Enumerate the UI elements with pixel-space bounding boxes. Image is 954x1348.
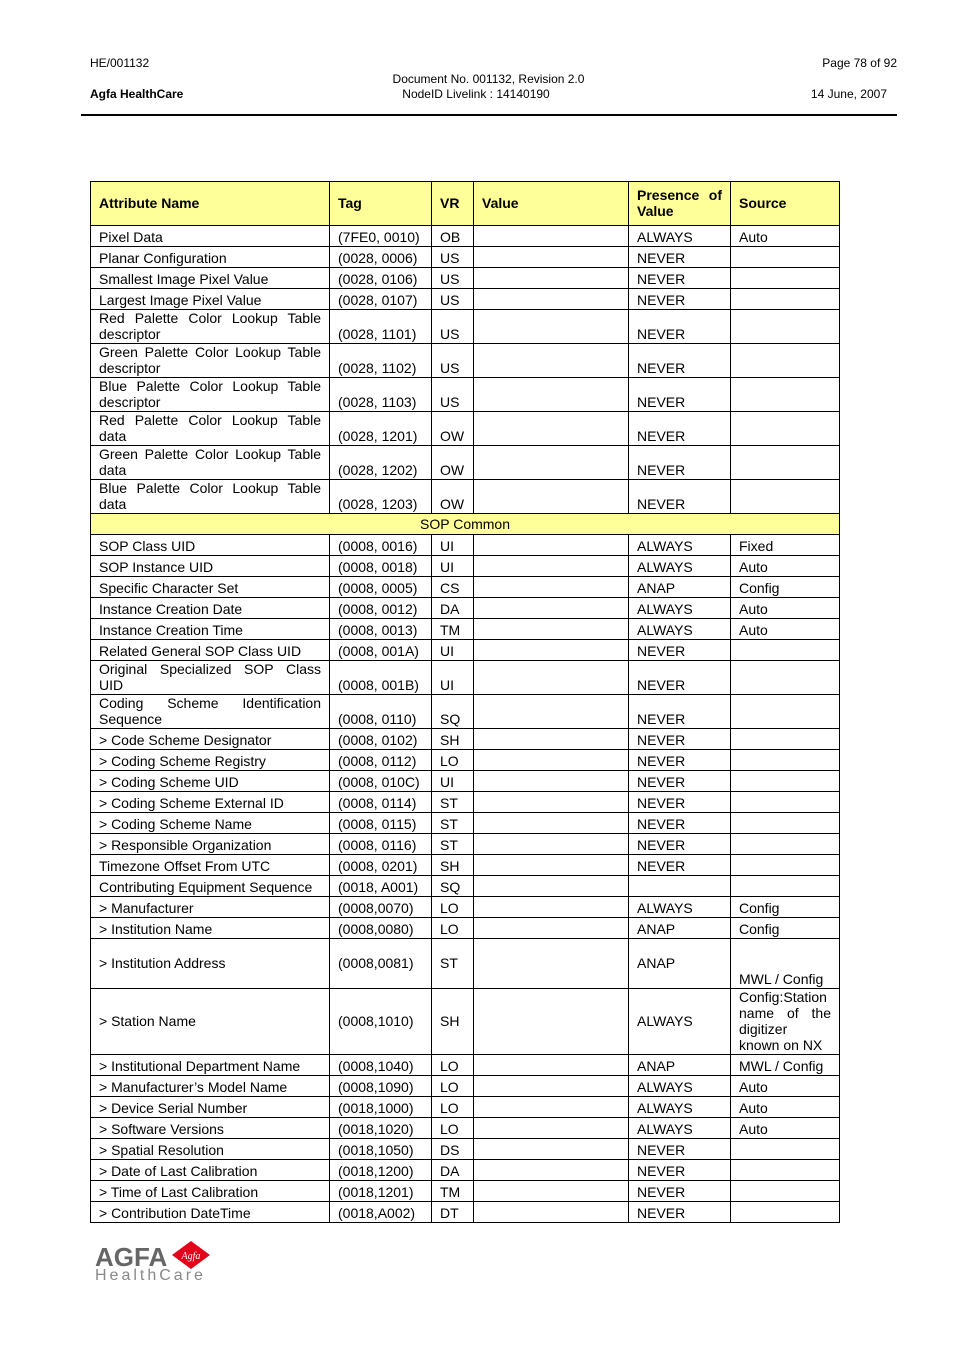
- cell-value: [474, 598, 629, 619]
- cell-source: [731, 310, 840, 344]
- cell-source: [731, 729, 840, 750]
- table-row: [91, 412, 840, 446]
- cell-presence: ALWAYS: [629, 1118, 731, 1139]
- cell-attribute-name: > Software Versions: [91, 1118, 330, 1139]
- doc-id: HE/001132: [90, 56, 150, 70]
- cell-vr: ST: [432, 813, 474, 834]
- cell-tag: (0008, 0116): [330, 834, 432, 855]
- table-row: [91, 939, 840, 989]
- page-number: Page 78 of 92: [822, 56, 897, 70]
- cell-presence: ALWAYS: [629, 598, 731, 619]
- cell-attribute-name: > Coding Scheme Registry: [91, 750, 330, 771]
- cell-tag: (0028, 1203): [330, 480, 432, 514]
- cell-attribute-name: Timezone Offset From UTC: [91, 855, 330, 876]
- cell-value: [474, 344, 629, 378]
- cell-value: [474, 480, 629, 514]
- cell-source: MWL / Config: [731, 1055, 840, 1076]
- cell-tag: (0018,A002): [330, 1202, 432, 1223]
- cell-presence: NEVER: [629, 412, 731, 446]
- cell-value: [474, 729, 629, 750]
- cell-value: [474, 268, 629, 289]
- cell-tag: (0008, 001B): [330, 661, 432, 695]
- table-row: [91, 1097, 840, 1118]
- cell-vr: OW: [432, 412, 474, 446]
- cell-attribute-name: > Code Scheme Designator: [91, 729, 330, 750]
- cell-tag: (0008, 0018): [330, 556, 432, 577]
- cell-source: Auto: [731, 1118, 840, 1139]
- table-row: [91, 446, 840, 480]
- cell-attribute-name: Related General SOP Class UID: [91, 640, 330, 661]
- cell-attribute-name: Instance Creation Date: [91, 598, 330, 619]
- node-id: NodeID Livelink : 14140190: [402, 87, 550, 101]
- cell-vr: OW: [432, 446, 474, 480]
- table-row: [91, 729, 840, 750]
- cell-source: [731, 344, 840, 378]
- table-row: [91, 619, 840, 640]
- table-row: [91, 247, 840, 268]
- cell-value: [474, 897, 629, 918]
- cell-presence: NEVER: [629, 661, 731, 695]
- cell-tag: (0018,1200): [330, 1160, 432, 1181]
- cell-vr: ST: [432, 834, 474, 855]
- cell-tag: (0008,0080): [330, 918, 432, 939]
- cell-attribute-name: Blue Palette Color Lookup Table data: [91, 480, 330, 514]
- cell-presence: NEVER: [629, 247, 731, 268]
- cell-presence: NEVER: [629, 792, 731, 813]
- cell-presence: ALWAYS: [629, 989, 731, 1055]
- cell-attribute-name: > Responsible Organization: [91, 834, 330, 855]
- cell-presence: NEVER: [629, 771, 731, 792]
- cell-presence: NEVER: [629, 310, 731, 344]
- cell-attribute-name: > Manufacturer: [91, 897, 330, 918]
- cell-presence: [629, 876, 731, 897]
- cell-value: [474, 855, 629, 876]
- cell-tag: (0008, 0201): [330, 855, 432, 876]
- table-row: [91, 289, 840, 310]
- cell-tag: (0028, 1101): [330, 310, 432, 344]
- cell-value: [474, 1160, 629, 1181]
- cell-vr: US: [432, 268, 474, 289]
- cell-attribute-name: > Spatial Resolution: [91, 1139, 330, 1160]
- cell-value: [474, 619, 629, 640]
- cell-value: [474, 289, 629, 310]
- table-row: [91, 834, 840, 855]
- table-row: [91, 598, 840, 619]
- cell-value: [474, 834, 629, 855]
- cell-presence: ANAP: [629, 939, 731, 989]
- cell-source: [731, 378, 840, 412]
- cell-tag: (0008, 0112): [330, 750, 432, 771]
- col-header-vr: VR: [432, 182, 474, 226]
- cell-vr: DT: [432, 1202, 474, 1223]
- cell-presence: NEVER: [629, 813, 731, 834]
- cell-tag: (0018,1020): [330, 1118, 432, 1139]
- cell-vr: SH: [432, 729, 474, 750]
- cell-presence: ALWAYS: [629, 535, 731, 556]
- cell-presence: ALWAYS: [629, 556, 731, 577]
- cell-value: [474, 989, 629, 1055]
- cell-tag: (0008, 0114): [330, 792, 432, 813]
- cell-presence: NEVER: [629, 834, 731, 855]
- cell-vr: CS: [432, 577, 474, 598]
- cell-presence: NEVER: [629, 855, 731, 876]
- table-row: [91, 855, 840, 876]
- cell-tag: (0008,0081): [330, 939, 432, 989]
- cell-tag: (0028, 0106): [330, 268, 432, 289]
- cell-vr: OB: [432, 226, 474, 247]
- cell-value: [474, 1118, 629, 1139]
- cell-source: Auto: [731, 598, 840, 619]
- company-name: Agfa HealthCare: [90, 87, 184, 101]
- cell-source: [731, 661, 840, 695]
- cell-source: [731, 695, 840, 729]
- cell-source: Fixed: [731, 535, 840, 556]
- cell-presence: ANAP: [629, 918, 731, 939]
- cell-attribute-name: Largest Image Pixel Value: [91, 289, 330, 310]
- cell-vr: DA: [432, 1160, 474, 1181]
- cell-value: [474, 661, 629, 695]
- cell-presence: NEVER: [629, 1160, 731, 1181]
- cell-presence: ALWAYS: [629, 619, 731, 640]
- cell-value: [474, 1202, 629, 1223]
- cell-attribute-name: Original Specialized SOP Class UID: [91, 661, 330, 695]
- col-header-value: Value: [474, 182, 629, 226]
- cell-vr: UI: [432, 535, 474, 556]
- cell-tag: (0008, 0012): [330, 598, 432, 619]
- cell-vr: DA: [432, 598, 474, 619]
- cell-value: [474, 813, 629, 834]
- cell-attribute-name: Red Palette Color Lookup Table data: [91, 412, 330, 446]
- col-header-source: Source: [731, 182, 840, 226]
- cell-vr: SH: [432, 855, 474, 876]
- cell-presence: ALWAYS: [629, 226, 731, 247]
- cell-vr: SQ: [432, 876, 474, 897]
- cell-vr: LO: [432, 1118, 474, 1139]
- cell-tag: (0028, 1201): [330, 412, 432, 446]
- table-row: [91, 771, 840, 792]
- cell-attribute-name: > Manufacturer’s Model Name: [91, 1076, 330, 1097]
- cell-attribute-name: > Institution Address: [91, 939, 330, 989]
- cell-value: [474, 1076, 629, 1097]
- col-header-attribute-name: Attribute Name: [91, 182, 330, 226]
- col-header-presence: Presence of Value: [629, 182, 731, 226]
- cell-vr: LO: [432, 750, 474, 771]
- cell-source: [731, 855, 840, 876]
- cell-value: [474, 446, 629, 480]
- cell-vr: UI: [432, 661, 474, 695]
- cell-value: [474, 695, 629, 729]
- cell-source: [731, 813, 840, 834]
- table-row: [91, 577, 840, 598]
- cell-presence: NEVER: [629, 1202, 731, 1223]
- cell-vr: OW: [432, 480, 474, 514]
- cell-presence: ANAP: [629, 1055, 731, 1076]
- cell-attribute-name: Instance Creation Time: [91, 619, 330, 640]
- header-divider: [81, 114, 897, 116]
- cell-source: [731, 876, 840, 897]
- cell-presence: NEVER: [629, 480, 731, 514]
- cell-source: [731, 792, 840, 813]
- cell-tag: (7FE0, 0010): [330, 226, 432, 247]
- table-row: [91, 344, 840, 378]
- sop-common-rows: [91, 535, 840, 1223]
- cell-vr: ST: [432, 792, 474, 813]
- cell-value: [474, 939, 629, 989]
- cell-vr: LO: [432, 918, 474, 939]
- cell-presence: NEVER: [629, 446, 731, 480]
- table-row: [91, 876, 840, 897]
- cell-tag: (0028, 1103): [330, 378, 432, 412]
- cell-vr: UI: [432, 640, 474, 661]
- cell-attribute-name: > Contribution DateTime: [91, 1202, 330, 1223]
- cell-source: Auto: [731, 1097, 840, 1118]
- cell-value: [474, 918, 629, 939]
- logo-wordmark: AGFA: [95, 1242, 168, 1272]
- agfa-healthcare-logo: [95, 1240, 225, 1290]
- cell-presence: NEVER: [629, 640, 731, 661]
- cell-attribute-name: SOP Class UID: [91, 535, 330, 556]
- cell-tag: (0008,0070): [330, 897, 432, 918]
- table-row: [91, 1160, 840, 1181]
- cell-attribute-name: SOP Instance UID: [91, 556, 330, 577]
- cell-attribute-name: Green Palette Color Lookup Table descriptor: [91, 344, 330, 378]
- table-row: [91, 1055, 840, 1076]
- cell-tag: (0028, 1102): [330, 344, 432, 378]
- cell-source: [731, 1202, 840, 1223]
- cell-source: Config: [731, 918, 840, 939]
- cell-source: [731, 412, 840, 446]
- cell-attribute-name: Green Palette Color Lookup Table data: [91, 446, 330, 480]
- cell-vr: ST: [432, 939, 474, 989]
- table-header-row: [91, 182, 840, 226]
- table-row: [91, 661, 840, 695]
- cell-vr: US: [432, 378, 474, 412]
- cell-source: Auto: [731, 619, 840, 640]
- cell-tag: (0008,1010): [330, 989, 432, 1055]
- cell-presence: NEVER: [629, 1139, 731, 1160]
- cell-vr: US: [432, 247, 474, 268]
- cell-attribute-name: > Time of Last Calibration: [91, 1181, 330, 1202]
- cell-attribute-name: > Device Serial Number: [91, 1097, 330, 1118]
- table-row: [91, 897, 840, 918]
- cell-tag: (0008, 0013): [330, 619, 432, 640]
- cell-attribute-name: > Coding Scheme Name: [91, 813, 330, 834]
- cell-tag: (0018,1000): [330, 1097, 432, 1118]
- cell-tag: (0008, 0102): [330, 729, 432, 750]
- cell-attribute-name: Contributing Equipment Sequence: [91, 876, 330, 897]
- doc-number: Document No. 001132, Revision 2.0: [392, 72, 585, 86]
- cell-tag: (0018, A001): [330, 876, 432, 897]
- cell-attribute-name: > Institutional Department Name: [91, 1055, 330, 1076]
- cell-value: [474, 577, 629, 598]
- cell-value: [474, 1181, 629, 1202]
- table-row: [91, 556, 840, 577]
- cell-value: [474, 226, 629, 247]
- cell-source: Config: [731, 897, 840, 918]
- cell-source: Config:Station name of the digitizer known on NX: [731, 989, 840, 1055]
- cell-source: [731, 1160, 840, 1181]
- cell-attribute-name: > Coding Scheme External ID: [91, 792, 330, 813]
- table-row: [91, 310, 840, 344]
- dicom-attribute-table: [90, 181, 840, 1223]
- table-row: [91, 750, 840, 771]
- cell-source: [731, 247, 840, 268]
- cell-source: [731, 480, 840, 514]
- cell-vr: US: [432, 344, 474, 378]
- table-row: [91, 792, 840, 813]
- cell-source: [731, 1181, 840, 1202]
- cell-vr: UI: [432, 771, 474, 792]
- cell-source: [731, 834, 840, 855]
- logo-healthcare-text: HealthCare: [95, 1267, 206, 1284]
- cell-attribute-name: Coding Scheme Identification Sequence: [91, 695, 330, 729]
- cell-tag: (0028, 1202): [330, 446, 432, 480]
- cell-vr: TM: [432, 619, 474, 640]
- cell-source: Auto: [731, 1076, 840, 1097]
- cell-value: [474, 1055, 629, 1076]
- cell-source: [731, 640, 840, 661]
- cell-value: [474, 792, 629, 813]
- cell-presence: ANAP: [629, 577, 731, 598]
- cell-tag: (0008,1090): [330, 1076, 432, 1097]
- cell-vr: UI: [432, 556, 474, 577]
- cell-source: [731, 1139, 840, 1160]
- cell-value: [474, 1139, 629, 1160]
- table-row: [91, 1076, 840, 1097]
- cell-attribute-name: Blue Palette Color Lookup Table descriptor: [91, 378, 330, 412]
- cell-value: [474, 378, 629, 412]
- table-row: [91, 1181, 840, 1202]
- agfa-rhombus-icon: [171, 1240, 211, 1270]
- table-row: [91, 1139, 840, 1160]
- table-row: [91, 989, 840, 1055]
- cell-source: MWL / Config: [731, 939, 840, 989]
- col-header-tag: Tag: [330, 182, 432, 226]
- cell-tag: (0008, 0016): [330, 535, 432, 556]
- section-label: SOP Common: [91, 514, 840, 535]
- pixel-rows: [91, 226, 840, 514]
- cell-attribute-name: > Coding Scheme UID: [91, 771, 330, 792]
- cell-source: Config: [731, 577, 840, 598]
- cell-source: Auto: [731, 556, 840, 577]
- cell-source: [731, 750, 840, 771]
- cell-presence: NEVER: [629, 378, 731, 412]
- cell-presence: NEVER: [629, 1181, 731, 1202]
- cell-tag: (0008, 001A): [330, 640, 432, 661]
- cell-tag: (0028, 0006): [330, 247, 432, 268]
- cell-value: [474, 310, 629, 344]
- cell-value: [474, 640, 629, 661]
- table-row: [91, 268, 840, 289]
- cell-tag: (0008,1040): [330, 1055, 432, 1076]
- cell-vr: US: [432, 310, 474, 344]
- cell-vr: DS: [432, 1139, 474, 1160]
- cell-source: [731, 771, 840, 792]
- cell-tag: (0008, 0115): [330, 813, 432, 834]
- cell-presence: NEVER: [629, 729, 731, 750]
- cell-tag: (0008, 0110): [330, 695, 432, 729]
- cell-presence: ALWAYS: [629, 1076, 731, 1097]
- table-row: [91, 918, 840, 939]
- cell-source: [731, 268, 840, 289]
- cell-presence: NEVER: [629, 344, 731, 378]
- table-row: [91, 1202, 840, 1223]
- cell-presence: NEVER: [629, 750, 731, 771]
- cell-presence: ALWAYS: [629, 897, 731, 918]
- cell-attribute-name: Specific Character Set: [91, 577, 330, 598]
- cell-attribute-name: Smallest Image Pixel Value: [91, 268, 330, 289]
- cell-vr: US: [432, 289, 474, 310]
- table-row: [91, 480, 840, 514]
- cell-presence: NEVER: [629, 268, 731, 289]
- cell-vr: LO: [432, 1097, 474, 1118]
- cell-value: [474, 876, 629, 897]
- svg-text:Agfa: Agfa: [181, 1251, 201, 1262]
- cell-value: [474, 247, 629, 268]
- cell-tag: (0018,1201): [330, 1181, 432, 1202]
- table-row: [91, 378, 840, 412]
- cell-vr: LO: [432, 1076, 474, 1097]
- cell-value: [474, 556, 629, 577]
- table-row: [91, 640, 840, 661]
- cell-tag: (0008, 010C): [330, 771, 432, 792]
- cell-source: [731, 289, 840, 310]
- table-row: [91, 695, 840, 729]
- cell-value: [474, 750, 629, 771]
- cell-attribute-name: Planar Configuration: [91, 247, 330, 268]
- cell-source: [731, 446, 840, 480]
- cell-vr: SH: [432, 989, 474, 1055]
- cell-attribute-name: > Date of Last Calibration: [91, 1160, 330, 1181]
- cell-value: [474, 412, 629, 446]
- table-row: [91, 813, 840, 834]
- cell-tag: (0018,1050): [330, 1139, 432, 1160]
- cell-attribute-name: Pixel Data: [91, 226, 330, 247]
- cell-source: Auto: [731, 226, 840, 247]
- cell-attribute-name: > Institution Name: [91, 918, 330, 939]
- table-row: [91, 535, 840, 556]
- doc-date: 14 June, 2007: [810, 87, 887, 101]
- cell-tag: (0028, 0107): [330, 289, 432, 310]
- cell-vr: LO: [432, 897, 474, 918]
- cell-vr: SQ: [432, 695, 474, 729]
- cell-tag: (0008, 0005): [330, 577, 432, 598]
- cell-presence: NEVER: [629, 289, 731, 310]
- cell-attribute-name: > Station Name: [91, 989, 330, 1055]
- cell-vr: TM: [432, 1181, 474, 1202]
- cell-presence: ALWAYS: [629, 1097, 731, 1118]
- cell-value: [474, 535, 629, 556]
- table-row: [91, 226, 840, 247]
- cell-value: [474, 1097, 629, 1118]
- cell-value: [474, 771, 629, 792]
- section-row-sop-common: [91, 514, 840, 535]
- cell-presence: NEVER: [629, 695, 731, 729]
- cell-vr: LO: [432, 1055, 474, 1076]
- cell-attribute-name: Red Palette Color Lookup Table descriptor: [91, 310, 330, 344]
- table-row: [91, 1118, 840, 1139]
